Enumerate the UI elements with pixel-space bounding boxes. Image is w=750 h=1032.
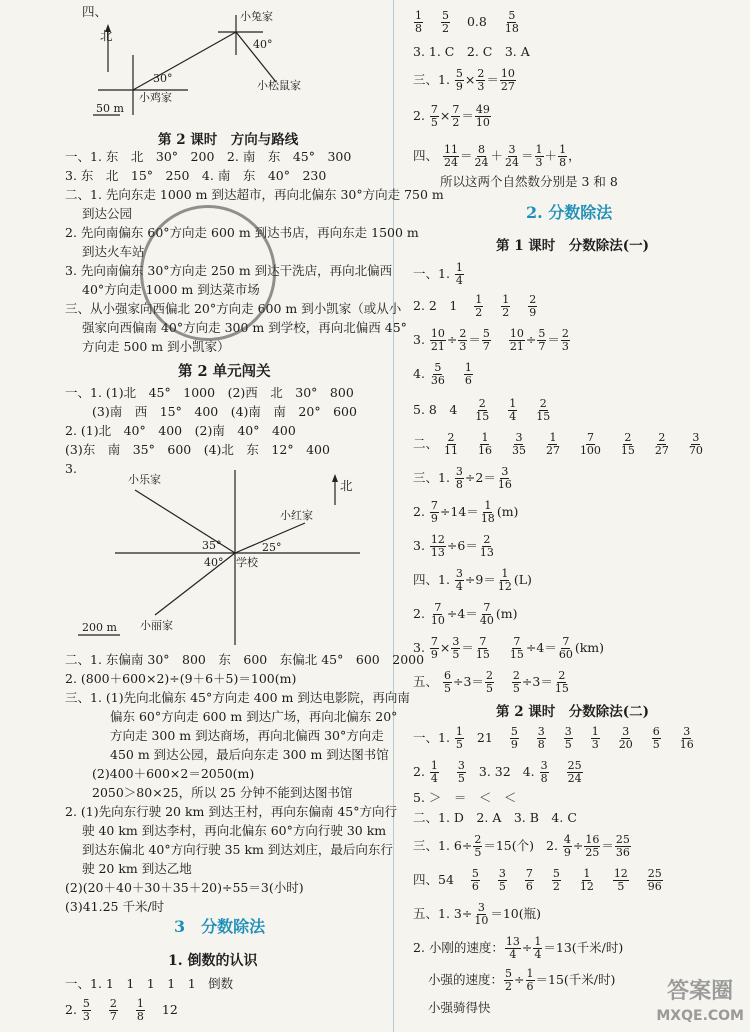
route-chick-rabbit <box>133 32 236 90</box>
angle-30-label: 30° <box>153 72 173 85</box>
answer-line: 四、 $\frac{11}{24}$ ＝ $\frac{8}{24}$ ＋ $\frac{3}{24}$ ＝ $\frac{1}{3}$ ＋ $\frac{1}{8}$ ， <box>413 143 581 169</box>
lesson-title-division-one: 第 1 课时 分数除法(一) <box>496 238 650 254</box>
section-title-reciprocal: 1. 倒数的认识 <box>168 953 258 969</box>
angle-40-label: 40° <box>253 38 273 51</box>
scale-label: 200 m <box>82 621 117 634</box>
answer-line: 方向走 300 m 到达商场，再向北偏西 30°方向走 <box>110 728 384 743</box>
scale-label: 50 m <box>96 102 124 115</box>
answer-line: 三、1. $\frac{5}{9}$ × $\frac{2}{3}$ ＝ $\frac{10}{27}$ <box>413 67 515 93</box>
answer-line: 2. $\frac{7}{9}$ ÷14＝ $\frac{1}{18}$ (m) <box>413 499 519 525</box>
answer-line: 二、1. D 2. A 3. B 4. C <box>413 810 577 825</box>
answer-line: 5. 8 4 $\frac{2}{15}$ $\frac{1}{4}$ $\frac{2}{15}$ <box>413 397 551 423</box>
answer-line: 四、54 $\frac{5}{6}$ $\frac{3}{5}$ $\frac{7}{6}$ $\frac{5}{2}$ $\frac{1}{12}$ $\frac{12}{5}$ $\frac{25}{96}$ <box>413 867 662 893</box>
answer-line: 驶 40 km 到达李村，再向北偏东 60°方向行驶 30 km <box>82 823 387 838</box>
answer-line: 2050＞80×25，所以 25 分钟不能到达图书馆 <box>92 785 353 800</box>
squirrel-home-label: 小松鼠家 <box>257 79 301 92</box>
answer-line: 2. 小刚的速度： $\frac{13}{4}$ ÷ $\frac{1}{4}$ ＝13(千米/时) <box>413 935 624 961</box>
section-title-fraction-division: 2. 分数除法 <box>526 203 613 222</box>
section-four-label: 四、 <box>82 4 108 19</box>
chick-home-label: 小鸡家 <box>139 91 172 104</box>
answer-line: (3)东 南 35° 600 (4)北 东 12° 400 <box>65 442 330 457</box>
answer-line: 三、1. $\frac{3}{8}$ ÷2＝ $\frac{3}{16}$ <box>413 465 512 491</box>
item-label: 2. <box>65 1002 77 1017</box>
answer-line: 五、1. 3÷ $\frac{3}{10}$ ＝10(瓶) <box>413 901 541 927</box>
answer-line: 40°方向走 1000 m 到达菜市场 <box>82 282 260 297</box>
answer-line: 三、1. (1)先向北偏东 45°方向走 400 m 到达电影院，再向南 <box>65 690 410 705</box>
site-watermark: 答案圈 MXQE.COM <box>656 979 744 1024</box>
answer-line: 3. $\frac{12}{13}$ ÷6＝ $\frac{2}{13}$ <box>413 533 494 559</box>
answer-line: 450 m 到达公园，最后向东走 300 m 到达图书馆 <box>110 747 389 762</box>
direction-diagram-one <box>88 10 328 125</box>
answer-line: 一、1. $\frac{1}{4}$ <box>413 261 463 287</box>
answer-value: 12 <box>161 1002 178 1017</box>
answer-line: 2. 2 1 $\frac{1}{2}$ $\frac{1}{2}$ $\frac{2}{9}$ <box>413 293 537 319</box>
right-column <box>398 0 750 1032</box>
answer-line: 2. (800＋600×2)÷(9＋6＋5)＝100(m) <box>65 671 297 686</box>
answer-line: 到达火车站 <box>82 244 145 259</box>
answer-line: 2. $\frac{1}{4}$ $\frac{3}{5}$ 3. 32 4. $\frac{3}{8}$ $\frac{25}{24}$ <box>413 759 582 785</box>
answer-line: 3. 东 北 15° 250 4. 南 东 40° 230 <box>65 168 327 183</box>
answer-line: 3. $\frac{10}{21}$ ÷ $\frac{2}{3}$ ＝ $\frac{5}{7}$ $\frac{10}{21}$ ÷ $\frac{5}{7}$ ＝ $\frac{2}{3}$ <box>413 327 569 353</box>
answer-line: 2. $\frac{7}{10}$ ÷4＝ $\frac{7}{40}$ (m) <box>413 601 518 627</box>
hong-home-label: 小红家 <box>280 509 313 522</box>
answer-line: 一、1. $\frac{1}{5}$ 21 $\frac{5}{9}$ $\frac{3}{8}$ $\frac{3}{5}$ $\frac{1}{3}$ $\frac{3}{20}$ $\frac{6}{5}$ $\frac{3}{16}$ <box>413 725 694 751</box>
answer-line: 二、1. 东偏南 30° 800 东 600 东偏北 45° 600 2000 <box>65 652 425 667</box>
angle-25-label: 25° <box>262 541 282 554</box>
answer-line: 所以这两个自然数分别是 3 和 8 <box>440 174 618 189</box>
answer-line: 方向走 500 m 到小凯家） <box>82 339 230 354</box>
answer-line: 3. <box>65 461 77 476</box>
answer-line: 2. (1)北 40° 400 (2)南 40° 400 <box>65 423 296 438</box>
answer-line: 小强的速度： $\frac{5}{2}$ ÷ $\frac{1}{6}$ ＝15(千米/时) <box>428 967 616 993</box>
answer-line: 一、1. 东 北 30° 200 2. 南 东 45° 300 <box>65 149 352 164</box>
answer-line: 驶 20 km 到达乙地 <box>82 861 192 876</box>
answer-line: 5. ＞ ＝ ＜ ＜ <box>413 790 517 805</box>
answer-value: 0.8 <box>466 14 487 29</box>
answer-line: (3)南 西 15° 400 (4)南 南 20° 600 <box>92 404 357 419</box>
chapter-title-fraction-division: 3 分数除法 <box>174 917 266 936</box>
lesson-title-direction-route: 第 2 课时 方向与路线 <box>158 132 299 148</box>
north-label: 北 <box>100 28 113 43</box>
answer-line: 三、1. 6÷ $\frac{2}{5}$ ＝15(个) 2. $\frac{4}{9}$ ÷ $\frac{16}{25}$ ＝ $\frac{25}{36}$ <box>413 833 630 859</box>
north-arrow-head <box>332 474 338 482</box>
answer-line: 一、1. (1)北 45° 1000 (2)西 北 30° 800 <box>65 385 354 400</box>
answer-line: 到达东偏北 40°方向行驶 35 km 到达刘庄，最后向东行 <box>82 842 393 857</box>
lele-home-label: 小乐家 <box>128 473 161 486</box>
answer-line: 小强骑得快 <box>428 1000 491 1015</box>
answer-line: 到达公园 <box>82 206 133 221</box>
answer-line: 二、1. 先向东走 1000 m 到达超市，再向北偏东 30°方向走 750 m <box>65 187 444 202</box>
answer-line: $\frac{1}{8}$ $\frac{5}{2}$ 0.8 $\frac{5}{18}$ <box>415 9 519 35</box>
answer-line: 五、 $\frac{6}{5}$ ÷3＝ $\frac{2}{5}$ $\frac{2}{5}$ ÷3＝ $\frac{2}{15}$ <box>413 669 569 695</box>
watermark-stamp <box>118 183 299 364</box>
rabbit-home-label: 小兔家 <box>240 10 273 23</box>
li-home-label: 小丽家 <box>140 619 173 632</box>
answer-line: 2. (1)先向东行驶 20 km 到达王村，再向东偏南 45°方向行 <box>65 804 397 819</box>
answer-line: 强家向西偏南 40°方向走 300 m 到学校，再向北偏西 45° <box>82 320 407 335</box>
answer-line: 偏东 60°方向走 600 m 到达广场，再向北偏东 20° <box>110 709 398 724</box>
angle-40-label: 40° <box>204 556 224 569</box>
answer-line: 三、从小强家向西偏北 20°方向走 600 m 到小凯家（或从小 <box>65 301 402 316</box>
answer-line: 2. $\frac{7}{5}$ × $\frac{7}{2}$ ＝ $\frac{49}{10}$ <box>413 103 490 129</box>
answer-line: 4. $\frac{5}{36}$ $\frac{1}{6}$ <box>413 361 472 387</box>
answer-line: (3)41.25 千米/时 <box>65 899 165 914</box>
answer-line: (2)400＋600×2＝2050(m) <box>92 766 255 781</box>
north-label: 北 <box>340 478 353 493</box>
answer-line: 一、1. 1 1 1 1 1 倒数 <box>65 976 234 991</box>
school-label: 学校 <box>236 556 258 569</box>
answer-line: 3. $\frac{7}{9}$ × $\frac{3}{5}$ ＝ $\frac{7}{15}$ $\frac{7}{15}$ ÷4＝ $\frac{7}{60}$ (km) <box>413 635 605 661</box>
angle-35-label: 35° <box>202 539 222 552</box>
lesson-title-division-two: 第 2 课时 分数除法(二) <box>496 704 650 720</box>
answer-line: 3. 先向南偏东 30°方向走 250 m 到达干洗店，再向北偏西 <box>65 263 393 278</box>
answer-line: (2)(20＋40＋30＋35＋20)÷55＝3(小时) <box>65 880 304 895</box>
answer-line: 二、 $\frac{2}{11}$ $\frac{1}{16}$ $\frac{3}{35}$ $\frac{1}{27}$ $\frac{7}{100}$ $\frac{2}{15}$ $\frac{2}{27}$ $\frac{3}{70}$ <box>413 431 703 457</box>
answer-line: 2. $\frac{5}{3}$ $\frac{2}{7}$ $\frac{1}{8}$ 12 <box>65 997 178 1023</box>
answer-line: 四、1. $\frac{3}{4}$ ÷9＝ $\frac{1}{12}$ (L) <box>413 567 532 593</box>
answer-line: 2. 先向南偏东 60°方向走 600 m 到达书店，再向东走 1500 m <box>65 225 419 240</box>
column-divider <box>393 0 394 1032</box>
unit-review-title: 第 2 单元闯关 <box>178 363 271 380</box>
answer-line: 3. 1. C 2. C 3. A <box>413 44 530 59</box>
